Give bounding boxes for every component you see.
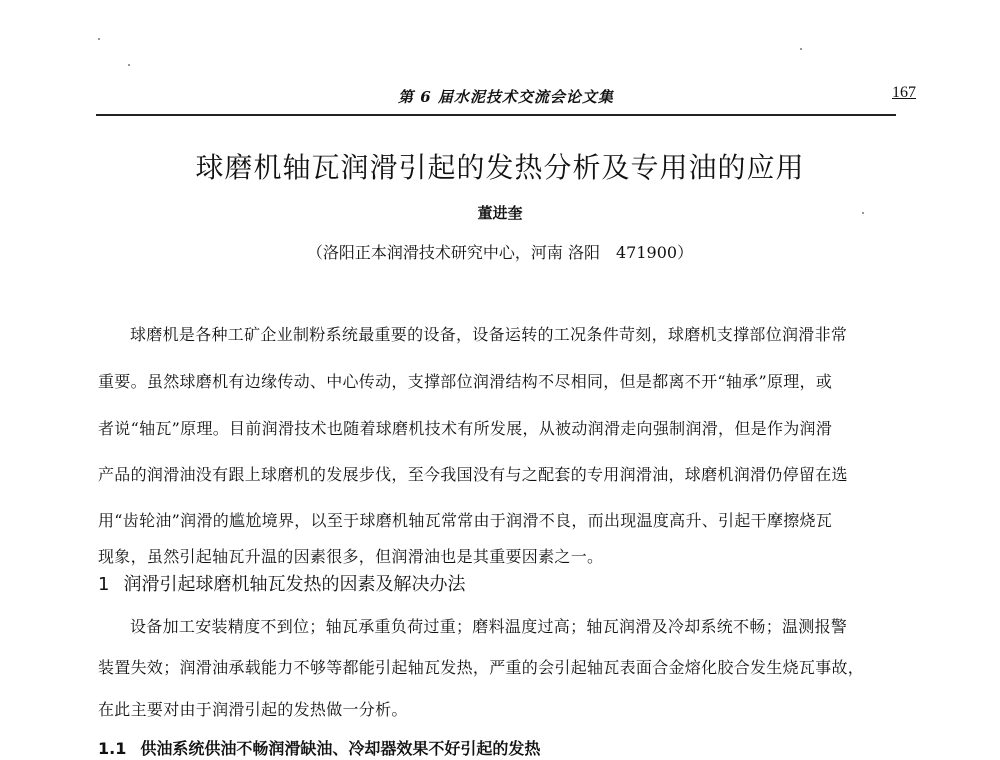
- intro-line: 现象，虽然引起轴瓦升温的因素很多，但润滑油也是其重要因素之一。: [98, 547, 604, 566]
- intro-line: 者说“轴瓦”原理。目前润滑技术也随着球磨机技术有所发展，从被动润滑走向强制润滑，但是作为润滑: [98, 419, 833, 438]
- section-number: 1: [98, 574, 110, 595]
- subsection-number: 1.1: [98, 739, 127, 758]
- running-header: [96, 82, 916, 112]
- section-title: 润滑引起球磨机轴瓦发热的因素及解决办法: [123, 574, 466, 595]
- subsection-heading: [98, 736, 540, 759]
- author-affiliation: （洛阳正本润滑技术研究中心，河南 洛阳 471900）: [306, 243, 694, 262]
- intro-line: 球磨机是各种工矿企业制粉系统最重要的设备，设备运转的工况条件苛刻，球磨机支撑部位润滑非常: [130, 325, 848, 344]
- journal-name: 第 6 届水泥技术交流会论文集: [398, 88, 614, 106]
- page-number: 167: [892, 84, 916, 101]
- scan-speck: [98, 38, 100, 40]
- scan-speck: [800, 48, 802, 50]
- article-title: 球磨机轴瓦润滑引起的发热分析及专用油的应用: [195, 151, 805, 184]
- section-line: 装置失效；润滑油承载能力不够等都能引起轴瓦发热，严重的会引起轴瓦表面合金熔化胶合发生烧瓦事故，: [98, 658, 865, 677]
- intro-line: 用“齿轮油”润滑的尴尬境界，以至于球磨机轴瓦常常由于润滑不良，而出现温度高升、引起干摩擦烧瓦: [98, 511, 833, 530]
- section-line: 设备加工安装精度不到位；轴瓦承重负荷过重；磨料温度过高；轴瓦润滑及冷却系统不畅；温测报警: [130, 617, 848, 636]
- scan-speck: [128, 64, 130, 66]
- intro-line: 重要。虽然球磨机有边缘传动、中心传动，支撑部位润滑结构不尽相同，但是都离不开“轴承”原理，或: [98, 372, 833, 391]
- section-line: 在此主要对由于润滑引起的发热做一分析。: [98, 700, 408, 719]
- header-rule: [96, 114, 896, 116]
- author-name: 董进奎: [477, 204, 523, 222]
- subsection-title: 供油系统供油不畅润滑缺油、冷却器效果不好引起的发热: [140, 739, 541, 758]
- intro-line: 产品的润滑油没有跟上球磨机的发展步伐，至今我国没有与之配套的专用润滑油，球磨机润滑仍停留在选: [98, 465, 848, 484]
- section-heading: [98, 570, 465, 596]
